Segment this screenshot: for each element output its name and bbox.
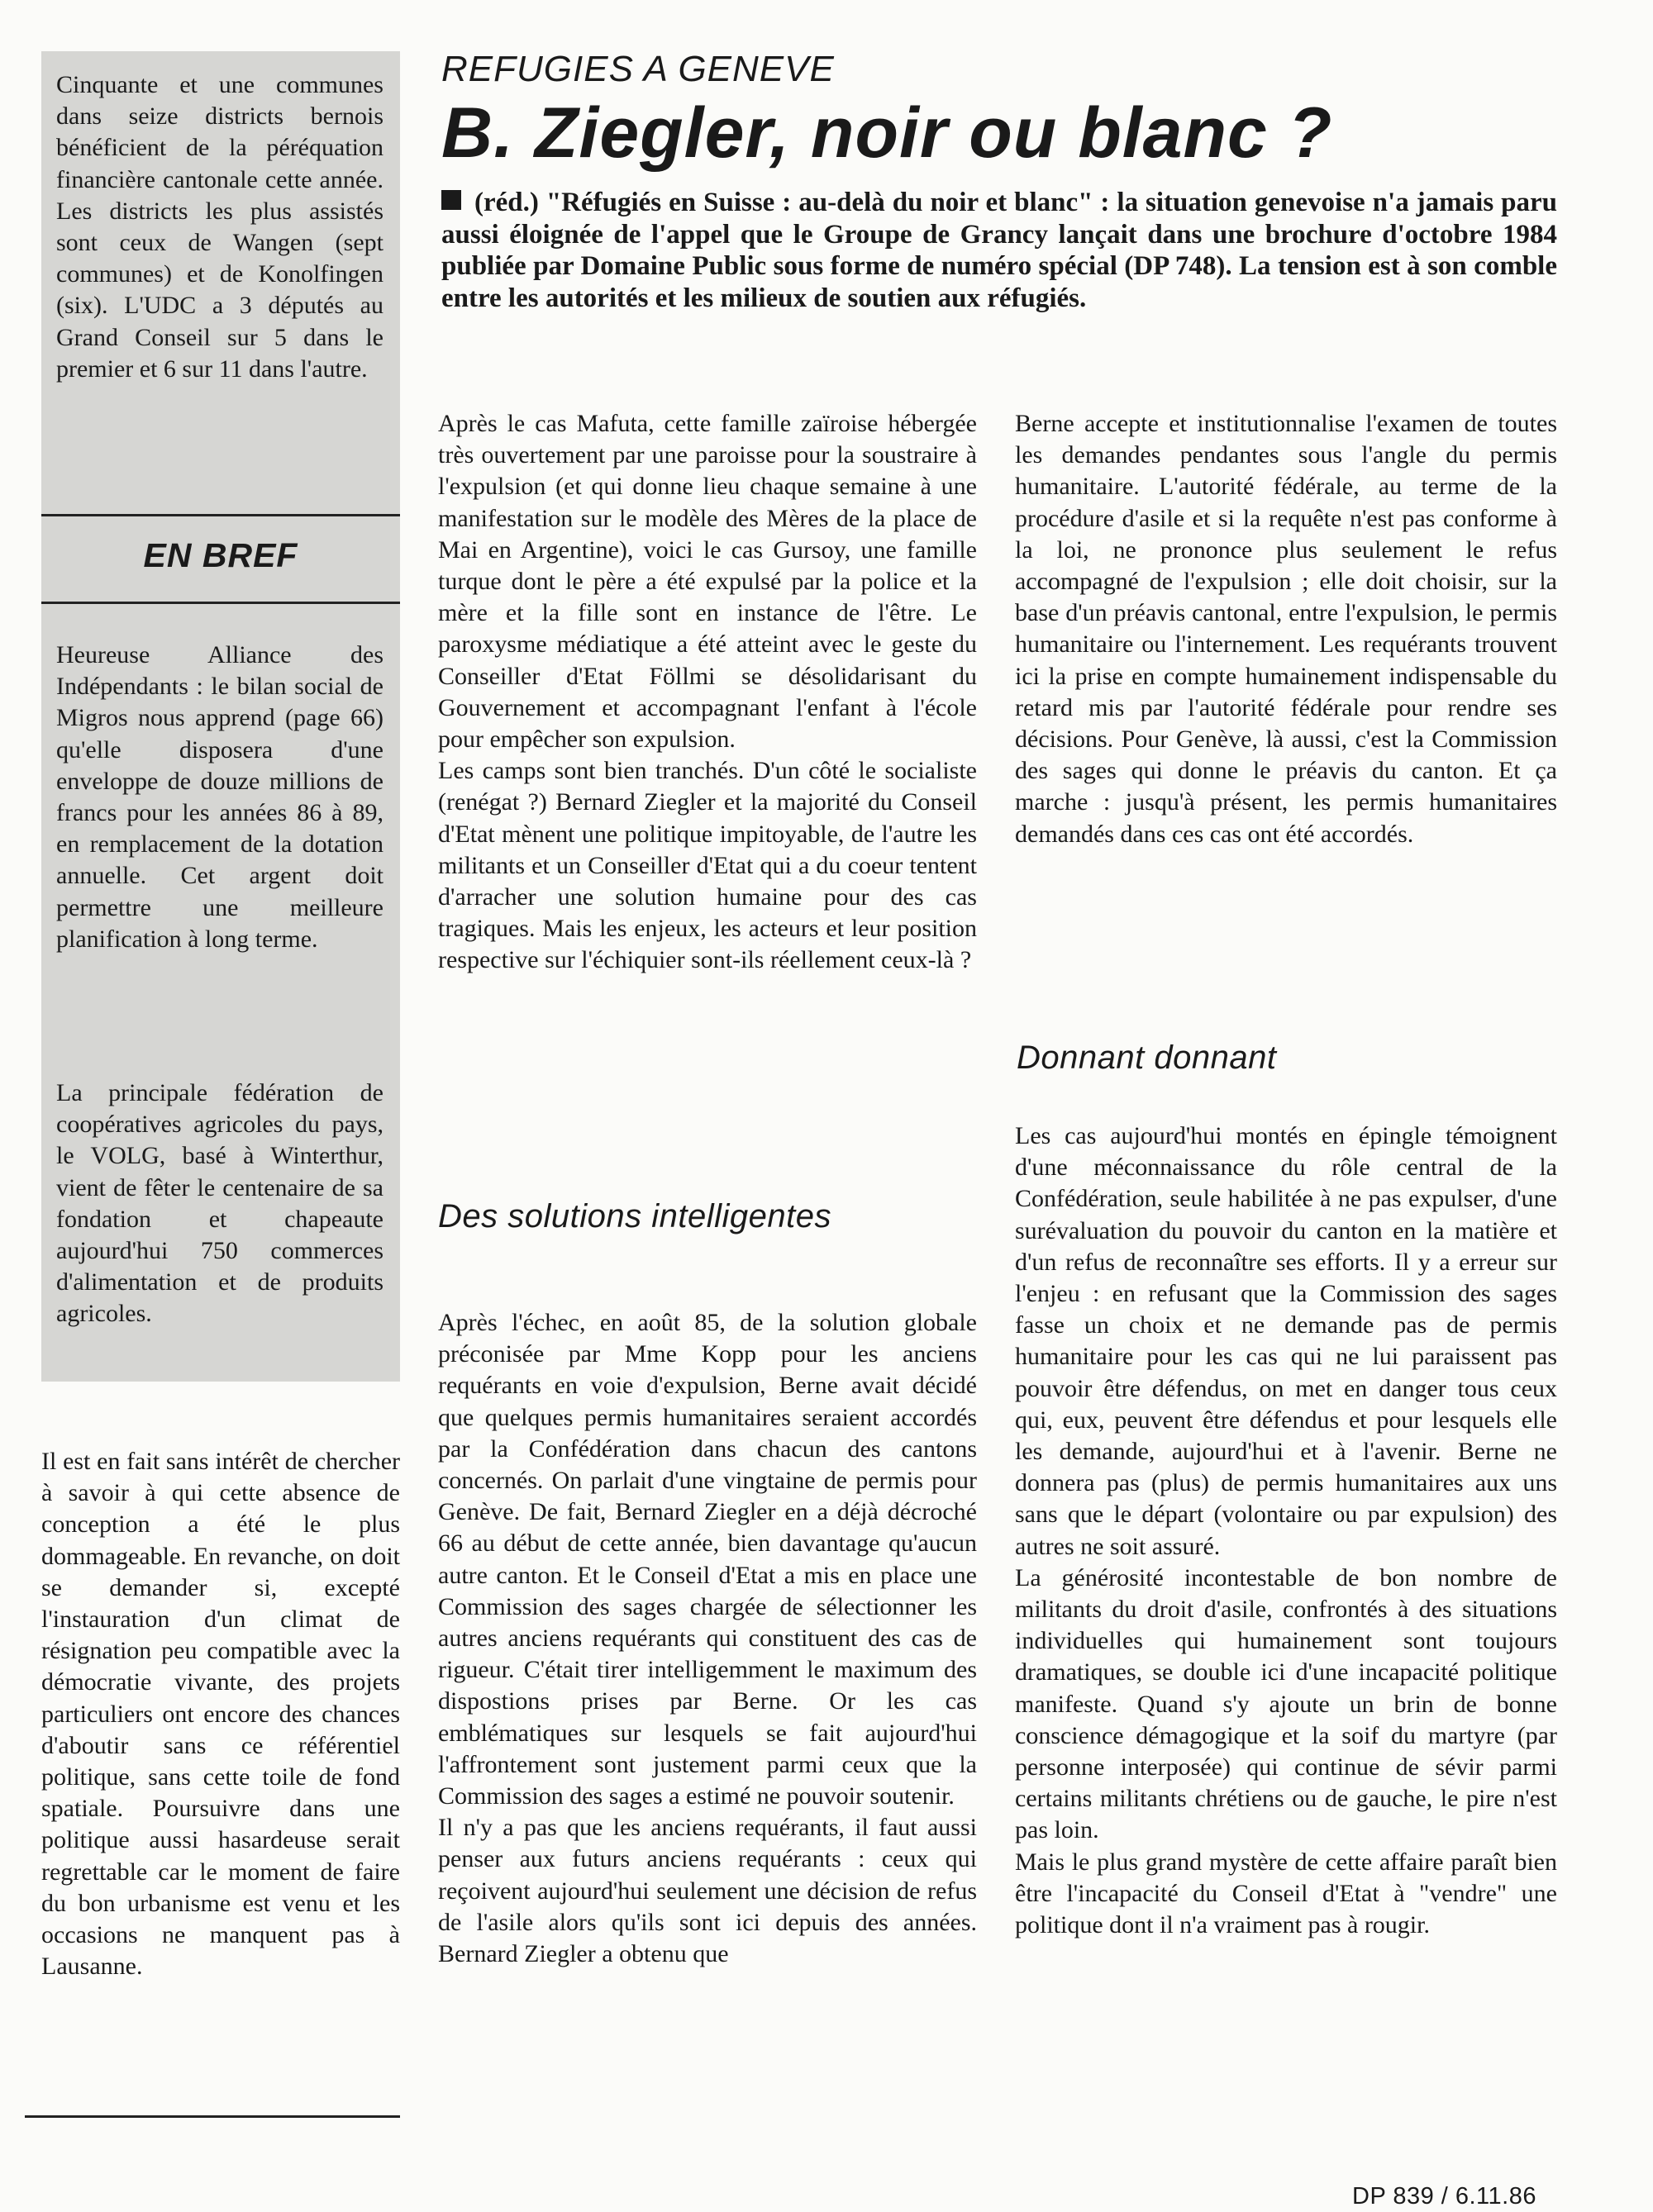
paragraph: Après l'échec, en août 85, de la solution globale préconisée par Mme Kopp pour les anciens requérants en voie d'expulsion, Berne avait décidé que quelques permis humanitaires seraient accordés par la Confédération dans chacun des cantons concernés. On parlait d'une vingtaine de permis pour Genève. De fait, Bernard Ziegler en a déjà décroché 66 au début de cette année, bien davantage qu'aucun autre canton. Et le Conseil d'Etat a mis en place une Commission des sages chargée de sélectionner les autres anciens requérants qui constituent des cas de rigueur. C'était tirer intelligemment le maximum des dispostions prises par Berne. Or les cas emblématiques sur lesquels se fait aujourd'hui l'affrontement sont justement parmi ceux que la Commission des sages a estimé ne pouvoir soutenir. — [438, 1309, 977, 1810]
paragraph: Les camps sont bien tranchés. D'un côté le socialiste (renégat ?) Bernard Ziegler et la majorité du Conseil d'Etat mènent une politique impitoyable, de l'autre les militants et un Conseiller d'Etat qui a du coeur tentent d'arracher une solution humaine pour des cas tragiques. Mais les enjeux, les acteurs et leur position respective sur l'échiquier sont-ils réellement ceux-là ? — [438, 757, 977, 974]
article-headline: B. Ziegler, noir ou blanc ? — [441, 93, 1333, 173]
divider — [41, 514, 400, 516]
subheading: Des solutions intelligentes — [438, 1198, 831, 1234]
paragraph: Les cas aujourd'hui montés en épingle témoignent d'une méconnaissance du rôle central de la Confédération, seule habilitée à ne pas expulser, d'une surévaluation du pouvoir du canton en la matière et d'un refus de reconnaître ses efforts. Il y a erreur sur l'enjeu : en refusant que la Commission des sages fasse un choix et ne demande pas de permis humanitaire pour les cas qui ne lui paraissent pas pouvoir être défendus, on met en danger tous ceux qui, eux, peuvent être défendus et pour lesquels elle les demande, aujourd'hui et à l'avenir. Berne ne donnera pas (plus) de permis humanitaires aux uns sans que le départ (volontaire ou par expulsion) des autres ne soit assuré. — [1015, 1122, 1557, 1560]
article-kicker: REFUGIES A GENEVE — [441, 49, 835, 89]
brief-item: La principale fédération de coopératives agricoles du pays, le VOLG, basé à Winterthur, vient de fêter le centenaire de sa fondation et chapeaute aujourd'hui 750 commerces d'alimentation et de produits agricoles. — [56, 1079, 383, 1328]
article-column-2-continued — [1015, 1120, 1557, 1941]
paragraph: Il n'y a pas que les anciens requérants, il faut aussi penser aux futurs anciens requérants : ceux qui reçoivent aujourd'hui seulement une décision de refus de l'asile alors qu'ils sont ici depuis des années. Bernard Ziegler a obtenu que — [438, 1814, 977, 1968]
section-title-en-bref: EN BREF — [143, 536, 298, 574]
paragraph: Après le cas Mafuta, cette famille zaïroise hébergée très ouvertement par une paroisse pour la soustraire à l'expulsion (et qui donne lieu chaque semaine à une manifestation sur le modèle des Mères de la place de Mai en Argentine), voici le cas Gursoy, une famille turque dont le père a été expulsé par la police et la mère et la fille sont en instance de l'être. Le paroxysme médiatique a été atteint avec le geste du Conseiller d'Etat Föllmi se désolidarisant du Gouvernement et accompagnant l'enfant à l'école pour empêcher son expulsion. — [438, 410, 977, 754]
sidebar-intro-text: Cinquante et une communes dans seize districts bernois bénéficient de la péréquation financière cantonale cette année. Les districts les plus assistés sont ceux de Wangen (sept communes) et de Konolfingen (six). L'UDC a 3 députés au Grand Conseil sur 5 dans le premier et 6 sur 11 dans l'autre. — [56, 71, 383, 383]
article-column-1 — [438, 408, 977, 977]
article-column-1-continued — [438, 1307, 977, 1970]
article-lede — [441, 187, 1557, 314]
paragraph: Mais le plus grand mystère de cette affaire paraît bien être l'incapacité du Conseil d'Etat à "vendre" une politique dont il n'a vraiment pas à rougir. — [1015, 1848, 1557, 1939]
article-column-2 — [1015, 408, 1557, 850]
divider — [25, 2115, 400, 2118]
lede-text: (réd.) "Réfugiés en Suisse : au-delà du noir et blanc" : la situation genevoise n'a jamais paru aussi éloignée de l'appel que le Groupe de Grancy lançait dans une brochure d'octobre 1984 publiée par Domaine Public sous forme de numéro spécial (DP 748). La tension est à son comble entre les autorités et les milieux de soutien aux réfugiés. — [441, 188, 1557, 313]
brief-item: Heureuse Alliance des Indépendants : le bilan social de Migros nous apprend (page 66) qu'elle disposera d'une enveloppe de douze millions de francs pour les années 86 à 89, en remplacement de la dotation annuelle. Cet argent doit permettre une meilleure planification à long terme. — [56, 641, 383, 953]
left-column-text: Il est en fait sans intérêt de chercher à savoir à qui cette absence de conception a été le plus dommageable. En revanche, on doit se demander si, excepté l'instauration d'un climat de résignation peu compatible avec la démocratie vivante, des projets particuliers ont encore des chances d'aboutir sans ce référentiel politique, sans cette toile de fond spatiale. Poursuivre dans une politique aussi hasardeuse serait regrettable car le moment de faire du bon urbanisme est venu et les occasions ne manquent pas à Lausanne. — [41, 1448, 400, 1981]
subheading: Donnant donnant — [1017, 1039, 1277, 1076]
divider — [41, 602, 400, 604]
bullet-square-icon — [441, 190, 461, 210]
paragraph: La générosité incontestable de bon nombre de militants du droit d'asile, confrontés à des situations individuelles qui humainement sont toujours dramatiques, se double ici d'une incapacité politique manifeste. Quand s'y ajoute un brin de bonne conscience démagogique et la soif du martyre (par personne interposée) qui continue de sévir parmi certains militants chrétiens ou de gauche, le pire n'est pas loin. — [1015, 1563, 1557, 1844]
page-footer: DP 839 / 6.11.86 — [1352, 2183, 1536, 2210]
paragraph: Berne accepte et institutionnalise l'examen de toutes les demandes pendantes sous l'angle du permis humanitaire. L'autorité fédérale, au terme de la procédure d'asile et si la requête n'est pas conforme à la loi, ne prononce plus seulement le refus accompagné de l'expulsion ; elle doit choisir, sur la base d'un préavis cantonal, entre l'expulsion, le permis humanitaire ou l'internement. Les requérants trouvent ici la prise en compte humainement indispensable du retard mis par l'autorité fédérale pour rendre ses décisions. Pour Genève, là aussi, c'est la Commission des sages qui donne le préavis du canton. Et ça marche : jusqu'à présent, les permis humanitaires demandés dans ces cas ont été accordés. — [1015, 410, 1557, 848]
